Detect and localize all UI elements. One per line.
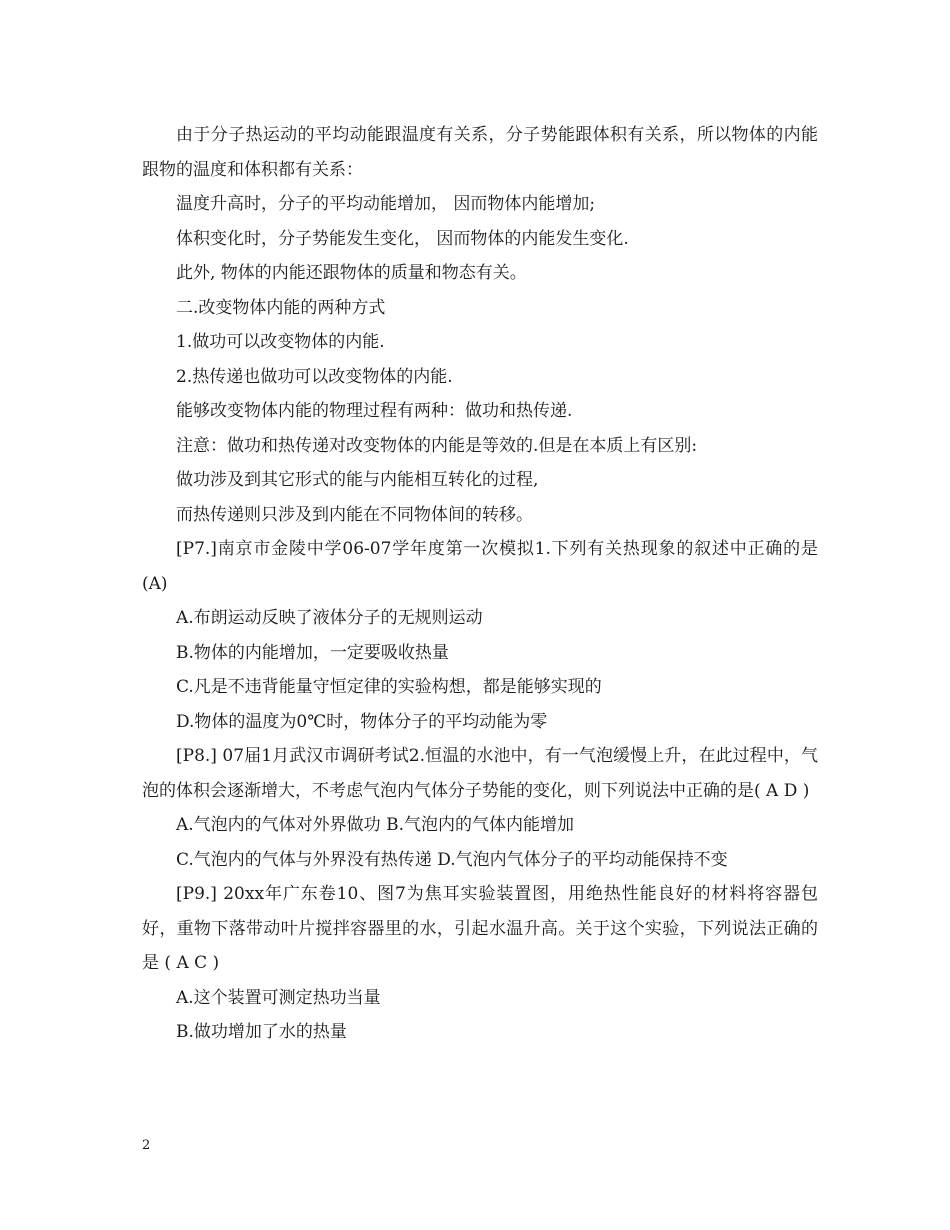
paragraph-two-processes: 能够改变物体内能的物理过程有两种：做功和热传递. xyxy=(176,401,573,421)
paragraph-heat-transfer-only: 而热传递则只涉及到内能在不同物体间的转移。 xyxy=(176,504,533,525)
question-p7-option-a: A.布朗运动反映了液体分子的无规则运动 xyxy=(176,608,483,628)
document-body xyxy=(142,118,818,1050)
list-item-work: 1.做功可以改变物体的内能. xyxy=(176,332,385,352)
paragraph-note: 注意：做功和热传递对改变物体的内能是等效的.但是在本质上有区别: xyxy=(176,435,698,456)
question-p8: [P8.] 07届1月武汉市调研考试2.恒温的水池中，有一气泡缓慢上升，在此过程中，气泡的体积会逐渐增大，不考虑气泡内气体分子势能的变化，则下列说法中正确的是( A D ) xyxy=(142,746,818,801)
question-p9: [P9.] 20xx年广东卷10、图7为焦耳实验装置图，用绝热性能良好的材料将容器包好，重物下落带动叶片搅拌容器里的水，引起水温升高。关于这个实验，下列说法正确的是 ( A C ) xyxy=(142,884,818,973)
paragraph-temperature-rise: 温度升高时，分子的平均动能增加， 因而物体内能增加; xyxy=(176,194,596,214)
question-p7: [P7.]南京市金陵中学06-07学年度第一次模拟1.下列有关热现象的叙述中正确的是 (A) xyxy=(142,539,818,594)
question-p7-option-d: D.物体的温度为0℃时，物体分子的平均动能为零 xyxy=(176,711,548,732)
paragraph-work-conversion: 做功涉及到其它形式的能与内能相互转化的过程, xyxy=(176,470,539,490)
question-p9-option-b: B.做功增加了水的热量 xyxy=(176,1022,347,1042)
question-p8-options-cd: C.气泡内的气体与外界没有热传递 D.气泡内气体分子的平均动能保持不变 xyxy=(176,849,728,870)
section-heading-two-ways: 二.改变物体内能的两种方式 xyxy=(176,297,386,318)
question-p7-option-b: B.物体的内能增加，一定要吸收热量 xyxy=(176,642,449,663)
question-p7-option-c: C.凡是不违背能量守恒定律的实验构想，都是能够实现的 xyxy=(176,677,602,697)
paragraph-mass-state: 此外, 物体的内能还跟物体的质量和物态有关。 xyxy=(176,263,527,283)
list-item-heat-transfer: 2.热传递也做功可以改变物体的内能. xyxy=(176,366,453,387)
page-number: 2 xyxy=(142,1138,151,1153)
paragraph-internal-energy-intro: 由于分子热运动的平均动能跟温度有关系，分子势能跟体积有关系，所以物体的内能跟物的温度和体积都有关系： xyxy=(142,125,818,180)
paragraph-volume-change: 体积变化时，分子势能发生变化， 因而物体的内能发生变化. xyxy=(176,228,629,249)
question-p9-option-a: A.这个装置可测定热功当量 xyxy=(176,987,381,1008)
question-p8-options-ab: A.气泡内的气体对外界做功 B.气泡内的气体内能增加 xyxy=(176,815,574,835)
